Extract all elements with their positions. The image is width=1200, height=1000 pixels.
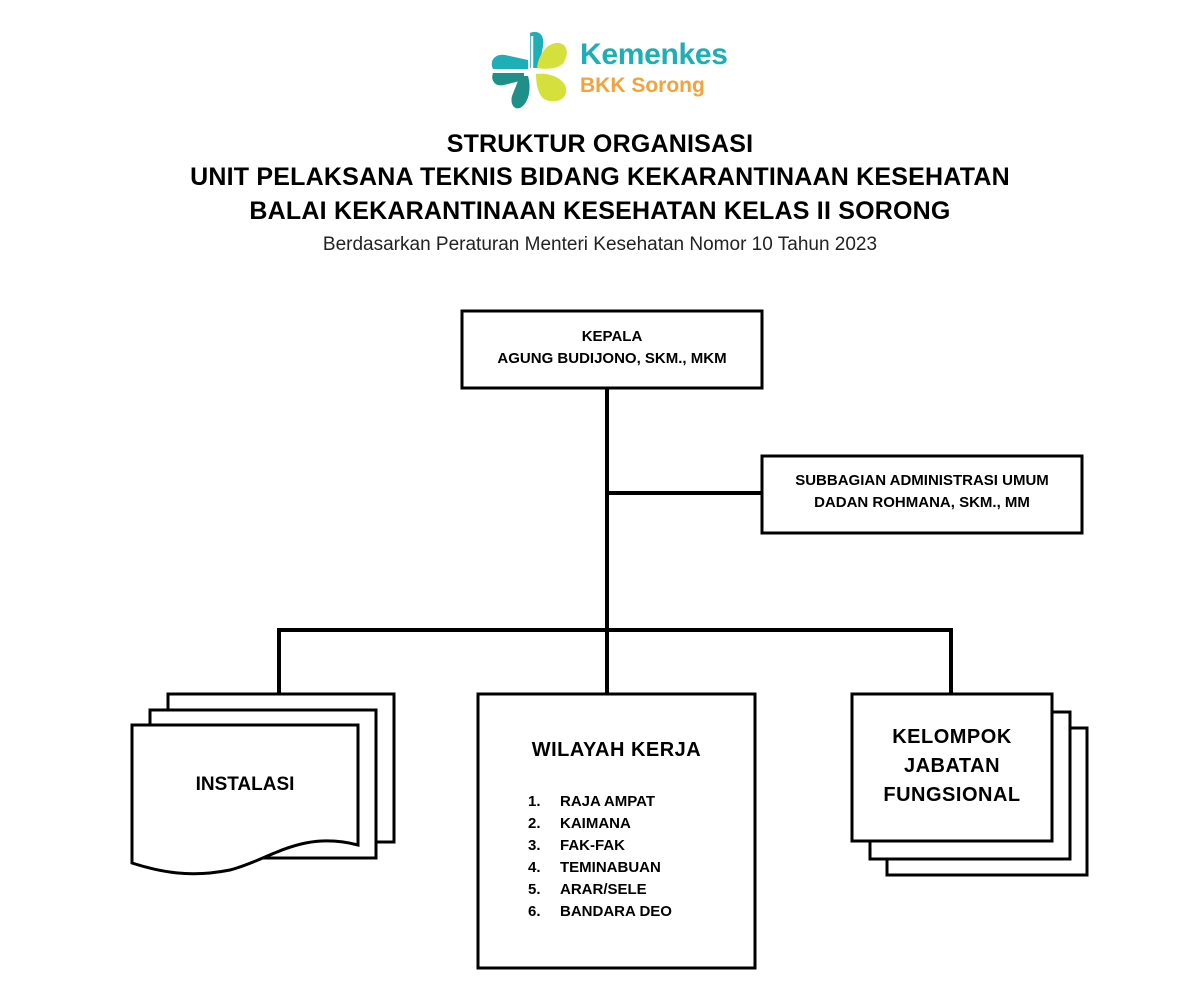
kelompok-line-2: JABATAN	[903, 755, 1001, 777]
list-item: 2. KAIMANA	[528, 815, 631, 832]
page-subtitle-office: BALAI KEKARANTINAAN KESEHATAN KELAS II SORONG	[249, 197, 951, 225]
admin-box-text	[762, 470, 1082, 514]
admin-position: SUBBAGIAN ADMINISTRASI UMUM	[795, 472, 1049, 489]
head-box-text	[462, 326, 762, 370]
list-item: 6. BANDARA DEO	[528, 903, 672, 920]
head-name: AGUNG BUDIJONO, SKM., MKM	[497, 350, 727, 367]
logo-brand-text: Kemenkes	[580, 38, 728, 71]
logo-unit-text: BKK Sorong	[580, 74, 705, 97]
list-item: 1. RAJA AMPAT	[528, 793, 655, 810]
page-subtitle-unit: UNIT PELAKSANA TEKNIS BIDANG KEKARANTINAAN KESEHATAN	[190, 163, 1010, 191]
instalasi-label: INSTALASI	[195, 774, 295, 795]
kelompok-line-3: FUNGSIONAL	[883, 784, 1021, 806]
admin-name: DADAN ROHMANA, SKM., MM	[814, 494, 1030, 511]
list-item: 3. FAK-FAK	[528, 837, 625, 854]
head-position: KEPALA	[581, 328, 643, 345]
list-item: 5. ARAR/SELE	[528, 881, 647, 898]
kelompok-jabatan-fungsional-label	[852, 723, 1052, 810]
wilayah-kerja-title: WILAYAH KERJA	[531, 739, 702, 761]
kelompok-line-1: KELOMPOK	[892, 726, 1012, 748]
legal-basis-text: Berdasarkan Peraturan Menteri Kesehatan Nomor 10 Tahun 2023	[322, 234, 878, 255]
page-title: STRUKTUR ORGANISASI	[446, 130, 754, 158]
list-item: 4. TEMINABUAN	[528, 859, 661, 876]
wilayah-kerja-list	[528, 791, 672, 923]
